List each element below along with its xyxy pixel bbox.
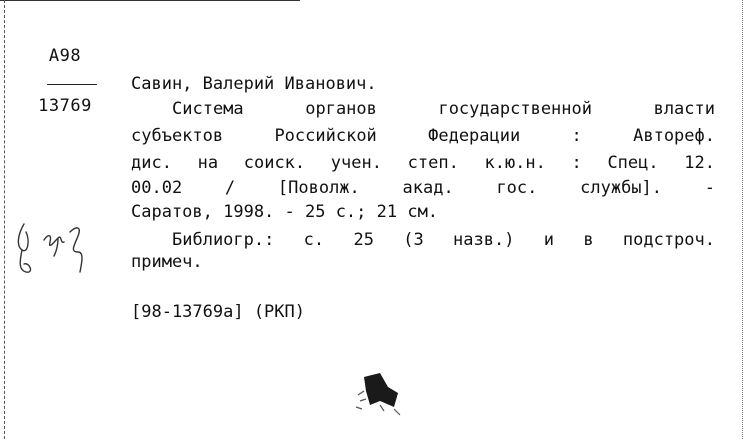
card-left-border	[4, 0, 5, 439]
imprint-line: Саратов, 1998. - 25 с.; 21 см.	[131, 202, 439, 222]
note-line-1: Библиогр.: с. 25 (3 назв.) и в подстроч.	[172, 230, 715, 250]
handwritten-signature	[8, 212, 98, 282]
call-number-divider	[47, 84, 97, 85]
note-line-2: примеч.	[131, 252, 203, 272]
title-line-4: 00.02 / [Поволж. акад. гос. службы]. -	[131, 178, 715, 198]
ink-stamp-mark	[350, 365, 410, 420]
title-line-1: Система органов государственной власти	[172, 99, 715, 119]
title-line-3: дис. на соиск. учен. степ. к.ю.н. : Спец. 12.	[131, 153, 715, 173]
card-right-border	[742, 0, 743, 439]
call-number-top: А98	[48, 46, 82, 66]
card-top-border	[0, 0, 300, 1]
call-number-bottom: 13769	[38, 96, 92, 116]
shelf-code: [98-13769а] (РКП)	[131, 302, 305, 322]
author-heading: Савин, Валерий Иванович.	[131, 74, 377, 94]
title-line-2: субъектов Российской Федерации : Автореф.	[131, 126, 715, 146]
